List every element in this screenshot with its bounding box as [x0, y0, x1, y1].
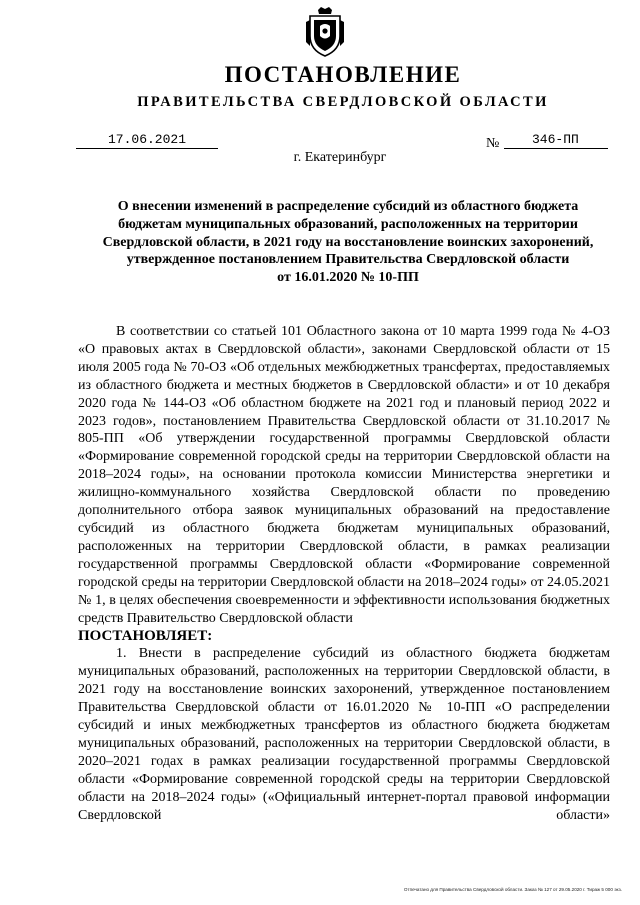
title-line: от 16.01.2020 № 10-ПП: [277, 270, 419, 286]
title-line: бюджетам муниципальных образований, расположенных на территории: [118, 216, 578, 232]
title-line: утвержденное постановлением Правительства Свердловской области: [126, 252, 570, 268]
document-type: ПОСТАНОВЛЕНИЕ: [224, 62, 462, 87]
place-of-issue: г. Екатеринбург: [293, 150, 387, 165]
print-note: Отпечатано для Правительства Свердловской области. Заказ № 127 от 29.05.2020 г. Тираж 5 000 экз.: [403, 887, 622, 892]
title-line: Свердловской области, в 2021 году на восстановление воинских захоронений,: [102, 234, 594, 250]
document-number: 346-ПП: [504, 132, 608, 149]
number-label: №: [486, 136, 500, 151]
decree-word: ПОСТАНОВЛЯЕТ:: [78, 628, 213, 645]
item-1-paragraph: 1. Внести в распределение субсидий из областного бюджета бюджетам муниципальных образований, расположенных на территории Свердловской области, в 2021 году на восстановление воинских захоронений, утвержденное постановлением Правительства Свердловской области от 16.01.2020 № 10-ПП «О распределении субсидий и иных межбюджетных трансфертов из областного бюджета бюджетам муниципальных образований, расположенных на территории Свердловской области, в 2020–2021 годах в рамках реализации государственной программы Свердловской области «Формирование современной городской среды на территории Свердловской области на 2018–2024 годы» («Официальный интернет-портал правовой информации Свердловской области»: [78, 646, 610, 823]
title-line: О внесении изменений в распределение субсидий из областного бюджета: [117, 199, 579, 214]
document-date: 17.06.2021: [76, 132, 218, 149]
preamble-paragraph: В соответствии со статьей 101 Областного закона от 10 марта 1999 года № 4-ОЗ «О правовых актах в Свердловской области», законами Свердловской области от 15 июля 2005 года № 70-ОЗ «Об отдельных межбюджетных трансфертах, предоставляемых из областного бюджета и местных бюджетов в Свердловской области» и от 10 декабря 2020 года № 144-ОЗ «Об областном бюджете на 2021 год и плановый период 2022 и 2023 годов», постановлением Правительства Свердловской области от 31.10.2017 № 805-ПП «Об утверждении государственной программы Свердловской области «Формирование современной городской среды на территории Свердловской области на 2018–2024 годы», на основании протокола комиссии Министерства энергетики и жилищно-коммунального хозяйства Свердловской области по проведению дополнительного отбора заявок муниципальных образований на предоставление субсидий из областного бюджета бюджетам муниципальных образований, расположенных на территории Свердловской области, в рамках реализации государственной программы Свердловской области «Формирование современной городской среды на территории Свердловской области на 2018–2024 годы» от 24.05.2021 № 1, в целях обеспечения своевременности и эффективности использования бюджетных средств Правительство Свердловской области: [78, 324, 610, 626]
sverdlovsk-coat-of-arms-icon: [304, 6, 346, 58]
document-title: [78, 198, 618, 287]
issuing-body: ПРАВИТЕЛЬСТВА СВЕРДЛОВСКОЙ ОБЛАСТИ: [137, 94, 549, 110]
document-body: [78, 323, 610, 824]
